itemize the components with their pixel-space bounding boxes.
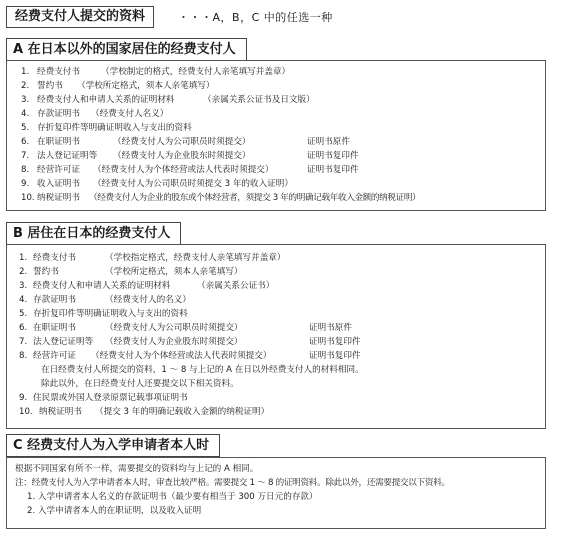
item-note: （经费支付人为个体经营或法人代表时须提交） bbox=[93, 165, 274, 175]
item-note: （经费支付人的名义） bbox=[105, 295, 191, 305]
item-text: 存款证明书 bbox=[37, 109, 80, 119]
item-number: 3. bbox=[21, 95, 30, 105]
item-extra: 证明书原件 bbox=[307, 137, 350, 147]
list-item bbox=[7, 107, 545, 121]
title-note: ・・・A，B，C 中的任选一种 bbox=[178, 11, 333, 24]
item-text: 誓约书 bbox=[37, 81, 63, 91]
item-number: 7. bbox=[19, 337, 28, 347]
item-number: 8. bbox=[21, 165, 30, 175]
item-number: 5. bbox=[21, 123, 30, 133]
item-number: 6. bbox=[19, 323, 28, 333]
item-note: （经费支付人为个体经营或法人代表时须提交） bbox=[91, 351, 272, 361]
list-item bbox=[7, 121, 545, 135]
item-number: 6. bbox=[21, 137, 30, 147]
page-title: 经费支付人提交的资料 bbox=[6, 6, 154, 28]
item-note: （经费支付人为公司职员时须提交） bbox=[105, 323, 243, 333]
item-note: （经费支付人为企业股东时须提交） bbox=[105, 337, 243, 347]
section-a-box bbox=[6, 60, 546, 211]
list-item bbox=[7, 335, 545, 349]
item-note: （经费支付人为公司职员时须提交） bbox=[113, 137, 251, 147]
item-text: 在日经费支付人所提交的资料，1 ～ 8 与上记的 A 在日以外经费支付人的材料相同。 bbox=[41, 365, 364, 375]
item-text: 在职证明书 bbox=[33, 323, 76, 333]
item-note: （经费支付人为企业的股东或个体经营者，须提交 3 年的明确记载年收入金额的纳税证明） bbox=[89, 193, 421, 203]
item-text: 注：经费支付人为入学申请者本人时，审查比较严格。需要提交 1 ～ 8 的证明资料。除此以外，还需要提交以下资料。 bbox=[15, 478, 450, 488]
list-item bbox=[7, 93, 545, 107]
list-item bbox=[7, 65, 545, 79]
item-note: （学校所定格式，须本人亲笔填写） bbox=[105, 267, 243, 277]
section-b-heading: B 居住在日本的经费支付人 bbox=[6, 222, 181, 245]
item-note: （学校指定格式，经费支付人亲笔填写并盖章） bbox=[105, 253, 286, 263]
list-item bbox=[7, 490, 545, 504]
item-number: 4. bbox=[21, 109, 30, 119]
list-item bbox=[7, 135, 545, 149]
section-b-header bbox=[6, 222, 181, 245]
list-item bbox=[7, 307, 545, 321]
item-text: 1. 入学申请者本人名义的存款证明书（最少要有相当于 300 万日元的存款） bbox=[27, 492, 318, 502]
list-item bbox=[7, 504, 545, 518]
section-c-box bbox=[6, 457, 546, 529]
item-text: 经费支付书 bbox=[37, 67, 80, 77]
item-text: 纳税证明书 bbox=[37, 193, 80, 203]
item-text: 在职证明书 bbox=[37, 137, 80, 147]
item-text: 誓约书 bbox=[33, 267, 59, 277]
item-number: 2. bbox=[21, 81, 30, 91]
item-text: 经费支付书 bbox=[33, 253, 76, 263]
item-text: 经营许可证 bbox=[37, 165, 80, 175]
item-note: （经费支付人为企业股东时须提交） bbox=[113, 151, 251, 161]
title-row bbox=[6, 6, 333, 28]
item-note: （学校所定格式，须本人亲笔填写） bbox=[77, 81, 215, 91]
item-text: 住民票或外国人登录原票记载事项证明书 bbox=[33, 393, 188, 403]
item-number: 5. bbox=[19, 309, 28, 319]
item-text: 存款证明书 bbox=[33, 295, 76, 305]
item-text: 经费支付人和申请人关系的证明材料 bbox=[37, 95, 175, 105]
section-a-header bbox=[6, 38, 247, 61]
list-item bbox=[7, 293, 545, 307]
item-number: 7. bbox=[21, 151, 30, 161]
item-extra: 证明书复印件 bbox=[307, 165, 359, 175]
list-item bbox=[7, 265, 545, 279]
item-number: 1. bbox=[19, 253, 28, 263]
list-item bbox=[7, 177, 545, 191]
item-note: （亲属关系公证书及日文版） bbox=[203, 95, 315, 105]
item-note: （经费支付人名义） bbox=[91, 109, 169, 119]
list-item bbox=[7, 462, 545, 476]
item-extra: 证明书原件 bbox=[309, 323, 352, 333]
list-item bbox=[7, 251, 545, 265]
list-item bbox=[7, 349, 545, 363]
item-text: 纳税证明书 bbox=[39, 407, 82, 417]
list-item bbox=[7, 476, 545, 490]
list-item bbox=[7, 149, 545, 163]
item-extra: 证明书复印件 bbox=[309, 351, 361, 361]
item-note: （经费支付人为公司职员时须提交 3 年的收入证明） bbox=[93, 179, 293, 189]
list-item bbox=[7, 391, 545, 405]
item-number: 10. bbox=[21, 193, 35, 203]
item-number: 8. bbox=[19, 351, 28, 361]
item-number: 9. bbox=[21, 179, 30, 189]
item-text: 存折复印件等明确证明收入与支出的资料 bbox=[37, 123, 192, 133]
section-c-header bbox=[6, 434, 220, 457]
list-item bbox=[7, 321, 545, 335]
item-text: 经费支付人和申请人关系的证明材料 bbox=[33, 281, 171, 291]
item-number: 9. bbox=[19, 393, 28, 403]
list-item bbox=[7, 377, 545, 391]
item-note: （亲属关系公证书） bbox=[197, 281, 275, 291]
section-c-heading: C 经费支付人为入学申请者本人时 bbox=[6, 434, 220, 457]
item-note: （学校制定的格式，经费支付人亲笔填写并盖章） bbox=[101, 67, 291, 77]
list-item bbox=[7, 163, 545, 177]
item-text: 经营许可证 bbox=[33, 351, 76, 361]
item-number: 2. bbox=[19, 267, 28, 277]
item-number: 3. bbox=[19, 281, 28, 291]
item-number: 1. bbox=[21, 67, 30, 77]
list-item bbox=[7, 405, 545, 419]
list-item bbox=[7, 363, 545, 377]
list-item bbox=[7, 279, 545, 293]
item-text: 除此以外，在日经费支付人还要提交以下相关资料。 bbox=[41, 379, 239, 389]
item-extra: 证明书复印件 bbox=[309, 337, 361, 347]
item-text: 法人登记证明等 bbox=[37, 151, 98, 161]
list-item bbox=[7, 79, 545, 93]
item-text: 2. 入学申请者本人的在职证明，以及收入证明 bbox=[27, 506, 202, 516]
item-number: 10. bbox=[19, 407, 33, 417]
item-text: 收入证明书 bbox=[37, 179, 80, 189]
item-extra: 证明书复印件 bbox=[307, 151, 359, 161]
item-text: 法人登记证明等 bbox=[33, 337, 94, 347]
section-b-box bbox=[6, 244, 546, 429]
item-text: 根据不同国家有所不一样，需要提交的资料均与上记的 A 相同。 bbox=[15, 464, 259, 474]
item-text: 存折复印件等明确证明收入与支出的资料 bbox=[33, 309, 188, 319]
list-item bbox=[7, 191, 545, 205]
item-number: 4. bbox=[19, 295, 28, 305]
section-a-heading: A 在日本以外的国家居住的经费支付人 bbox=[6, 38, 247, 61]
item-note: （提交 3 年的明确记载收入金额的纳税证明） bbox=[95, 407, 270, 417]
